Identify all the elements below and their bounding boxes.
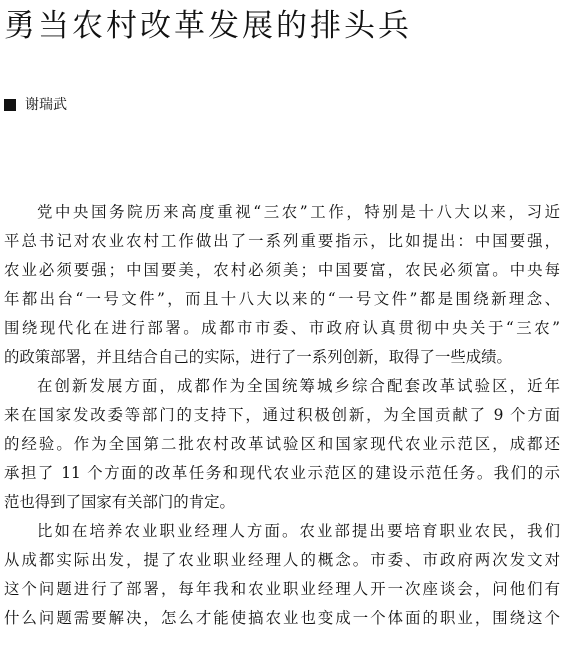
body-line: 平总书记对农业农村工作做出了一系列重要指示，比如提出：中国要强， <box>4 232 560 250</box>
body-line: 比如在培养农业职业经理人方面。农业部提出要培育职业农民，我们 <box>37 522 560 540</box>
author-byline <box>4 95 67 115</box>
body-line: 什么问题需要解决，怎么才能使搞农业也变成一个体面的职业，围绕这个 <box>4 609 560 627</box>
body-line: 范也得到了国家有关部门的肯定。 <box>4 493 235 511</box>
article-title: 勇当农村改革发展的排头兵 <box>4 8 412 44</box>
body-line: 党中央国务院历来高度重视“三农”工作，特别是十八大以来，习近 <box>37 203 560 221</box>
body-line: 在创新发展方面，成都作为全国统筹城乡综合配套改革试验区，近年 <box>37 377 560 395</box>
body-line: 的经验。作为全国第二批农村改革试验区和国家现代农业示范区，成都还 <box>4 435 560 453</box>
body-line: 来在国家发改委等部门的支持下，通过积极创新，为全国贡献了 9 个方面 <box>4 406 560 424</box>
body-line: 从成都实际出发，提了农业职业经理人的概念。市委、市政府两次发文对 <box>4 551 560 569</box>
body-line: 农业必须要强；中国要美，农村必须美；中国要富，农民必须富。中央每 <box>4 261 560 279</box>
body-line: 的政策部署，并且结合自己的实际，进行了一系列创新，取得了一些成绩。 <box>4 348 512 366</box>
article-body <box>4 198 560 633</box>
body-line: 年都出台“一号文件”，而且十八大以来的“一号文件”都是围绕新理念、 <box>4 290 560 308</box>
body-line: 围绕现代化在进行部署。成都市市委、市政府认真贯彻中央关于“三农” <box>4 319 560 337</box>
body-line: 这个问题进行了部署，每年我和农业职业经理人开一次座谈会，问他们有 <box>4 580 560 598</box>
body-line: 承担了 11 个方面的改革任务和现代农业示范区的建设示范任务。我们的示 <box>4 464 560 482</box>
author-name: 谢瑞武 <box>25 97 67 113</box>
black-square-icon <box>4 99 16 111</box>
